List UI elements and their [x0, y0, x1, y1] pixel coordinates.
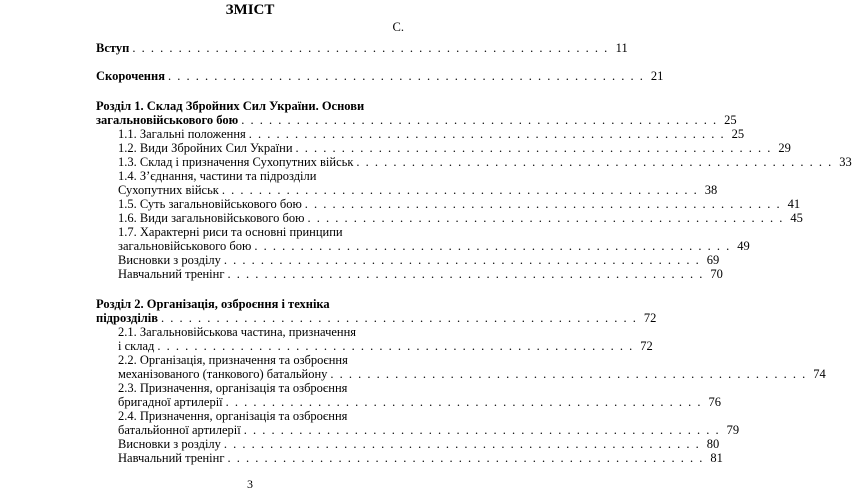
toc-entry-page: 45	[790, 211, 803, 225]
toc-entry	[118, 239, 750, 253]
toc-dot-leader: . . . . . . . . . . . . . . . . . . . . . . . . . . . . . . . . . . . . . . . . . . . . . . . . . . . .	[221, 183, 699, 197]
toc-entry-page: 38	[704, 183, 718, 197]
toc-dot-leader: . . . . . . . . . . . . . . . . . . . . . . . . . . . . . . . . . . . . . . . . . . . . . . . . . . . .	[304, 197, 782, 211]
toc-entry-title: Висновки з розділу	[118, 437, 221, 451]
toc-entry-title: 1.5. Суть загальновійськового бою	[118, 197, 302, 211]
toc-entry-title: Навчальний тренінг	[118, 451, 225, 465]
toc-entry-page: 33	[839, 155, 852, 169]
toc-entry	[118, 169, 404, 183]
toc-entry	[118, 423, 740, 437]
toc-entry	[118, 381, 404, 395]
toc-entry	[118, 367, 826, 381]
toc-dot-leader: . . . . . . . . . . . . . . . . . . . . . . . . . . . . . . . . . . . . . . . . . . . . . . . . . . . .	[167, 69, 645, 83]
toc-entry-page: 72	[640, 339, 653, 353]
toc-entry	[96, 69, 664, 83]
toc-entry-title: 1.7. Характерні риси та основні принципи	[118, 225, 343, 239]
toc-entry-title: 1.6. Види загальновійськового бою	[118, 211, 305, 225]
toc-entry	[118, 437, 720, 451]
toc-entry-title: бригадної артилерії	[118, 395, 223, 409]
toc-dot-leader: . . . . . . . . . . . . . . . . . . . . . . . . . . . . . . . . . . . . . . . . . . . . . . . . . . . .	[254, 239, 731, 253]
toc-entry-title: Навчальний тренінг	[118, 267, 225, 281]
toc-entry	[118, 353, 404, 367]
toc-entry	[118, 409, 404, 423]
toc-dot-leader: . . . . . . . . . . . . . . . . . . . . . . . . . . . . . . . . . . . . . . . . . . . . . . . . . . . .	[241, 113, 718, 127]
toc-entry-page: 21	[650, 69, 664, 83]
toc-entry	[96, 297, 404, 311]
toc-dot-leader: . . . . . . . . . . . . . . . . . . . . . . . . . . . . . . . . . . . . . . . . . . . . . . . . . . . .	[243, 423, 721, 437]
toc-entry-title: підрозділів	[96, 311, 159, 325]
toc-entry-title: 2.2. Організація, призначення та озброєння	[118, 353, 348, 367]
toc-entry-title: загальновійськового бою	[118, 239, 252, 253]
toc-dot-leader: . . . . . . . . . . . . . . . . . . . . . . . . . . . . . . . . . . . . . . . . . . . . . . . . . . . .	[307, 211, 784, 225]
toc-entry	[118, 211, 803, 225]
toc-entry-title: 1.3. Склад і призначення Сухопутних військ	[118, 155, 354, 169]
toc-dot-leader: . . . . . . . . . . . . . . . . . . . . . . . . . . . . . . . . . . . . . . . . . . . . . . . . . . . .	[223, 437, 701, 451]
toc-dot-leader: . . . . . . . . . . . . . . . . . . . . . . . . . . . . . . . . . . . . . . . . . . . . . . . . . . . .	[223, 253, 701, 267]
toc-entry	[118, 339, 653, 353]
toc-entry	[96, 311, 657, 325]
toc-entry-title: Скорочення	[96, 69, 165, 83]
toc-entry-title: Розділ 1. Склад Збройних Сил України. Основи	[96, 99, 365, 113]
toc-entry-title: Висновки з розділу	[118, 253, 221, 267]
toc-entry-page: 81	[710, 451, 723, 465]
toc-entry	[118, 141, 791, 155]
toc-entry-title: 2.1. Загальновійськова частина, призначення	[118, 325, 357, 339]
toc-entry	[96, 113, 737, 127]
toc-entry	[118, 395, 722, 409]
toc-dot-leader: . . . . . . . . . . . . . . . . . . . . . . . . . . . . . . . . . . . . . . . . . . . . . . . . . . . .	[227, 267, 704, 281]
toc-entry	[118, 127, 745, 141]
toc-entry-page: 76	[708, 395, 722, 409]
toc-entry-title: 1.1. Загальні положення	[118, 127, 246, 141]
toc-entry-page: 80	[706, 437, 720, 451]
toc-entry	[118, 197, 801, 211]
toc-entry-title: загальновійськового бою	[96, 113, 239, 127]
toc-entry-page: 11	[615, 41, 628, 55]
toc-entry-page: 74	[813, 367, 826, 381]
toc-dot-leader: . . . . . . . . . . . . . . . . . . . . . . . . . . . . . . . . . . . . . . . . . . . . . . . . . . . .	[295, 141, 772, 155]
toc-entry	[118, 253, 720, 267]
toc-dot-leader: . . . . . . . . . . . . . . . . . . . . . . . . . . . . . . . . . . . . . . . . . . . . . . . . . . . .	[356, 155, 833, 169]
toc-entry	[118, 325, 404, 339]
toc-entry-page: 29	[778, 141, 791, 155]
toc-dot-leader: . . . . . . . . . . . . . . . . . . . . . . . . . . . . . . . . . . . . . . . . . . . . . . . . . . . .	[157, 339, 634, 353]
page-title: ЗМІСТ	[225, 2, 275, 18]
toc-dot-leader: . . . . . . . . . . . . . . . . . . . . . . . . . . . . . . . . . . . . . . . . . . . . . . . . . . . .	[225, 395, 703, 409]
toc-entry-page: 25	[731, 127, 745, 141]
toc-dot-leader: . . . . . . . . . . . . . . . . . . . . . . . . . . . . . . . . . . . . . . . . . . . . . . . . . . . .	[330, 367, 807, 381]
toc-entry	[118, 225, 404, 239]
page-number: 3	[247, 477, 253, 491]
toc-entry-title: 1.2. Види Збройних Сил України	[118, 141, 293, 155]
toc-entry-title: механізованого (танкового) батальйону	[118, 367, 328, 381]
toc-entry-title: Вступ	[96, 41, 130, 55]
toc-entry-title: 1.4. З’єднання, частини та підрозділи	[118, 169, 317, 183]
toc-entry	[118, 267, 723, 281]
toc-entry	[118, 451, 723, 465]
toc-entry-page: 79	[726, 423, 740, 437]
toc-entry-title: Розділ 2. Організація, озброєння і техніка	[96, 297, 330, 311]
page-column-label: С.	[392, 20, 404, 34]
toc-entry-title: Сухопутних військ	[118, 183, 219, 197]
toc-entry	[118, 183, 718, 197]
toc-entry-page: 70	[710, 267, 723, 281]
toc-dot-leader: . . . . . . . . . . . . . . . . . . . . . . . . . . . . . . . . . . . . . . . . . . . . . . . . . . . .	[132, 41, 609, 55]
toc-entry-page: 72	[643, 311, 657, 325]
toc-entry-page: 41	[787, 197, 801, 211]
toc-entry	[96, 41, 628, 55]
toc-entry-page: 69	[706, 253, 720, 267]
toc-entry-title: 2.3. Призначення, організація та озброєння	[118, 381, 348, 395]
toc-entry	[96, 99, 404, 113]
toc-dot-leader: . . . . . . . . . . . . . . . . . . . . . . . . . . . . . . . . . . . . . . . . . . . . . . . . . . . .	[227, 451, 704, 465]
toc-entry-page: 49	[737, 239, 750, 253]
toc-entry-page: 25	[724, 113, 737, 127]
toc-entry	[118, 155, 852, 169]
toc-entry-title: 2.4. Призначення, організація та озброєння	[118, 409, 348, 423]
toc-entry-title: батальйонної артилерії	[118, 423, 241, 437]
toc-dot-leader: . . . . . . . . . . . . . . . . . . . . . . . . . . . . . . . . . . . . . . . . . . . . . . . . . . . .	[248, 127, 726, 141]
toc-dot-leader: . . . . . . . . . . . . . . . . . . . . . . . . . . . . . . . . . . . . . . . . . . . . . . . . . . . .	[161, 311, 638, 325]
toc-entry-title: і склад	[118, 339, 155, 353]
